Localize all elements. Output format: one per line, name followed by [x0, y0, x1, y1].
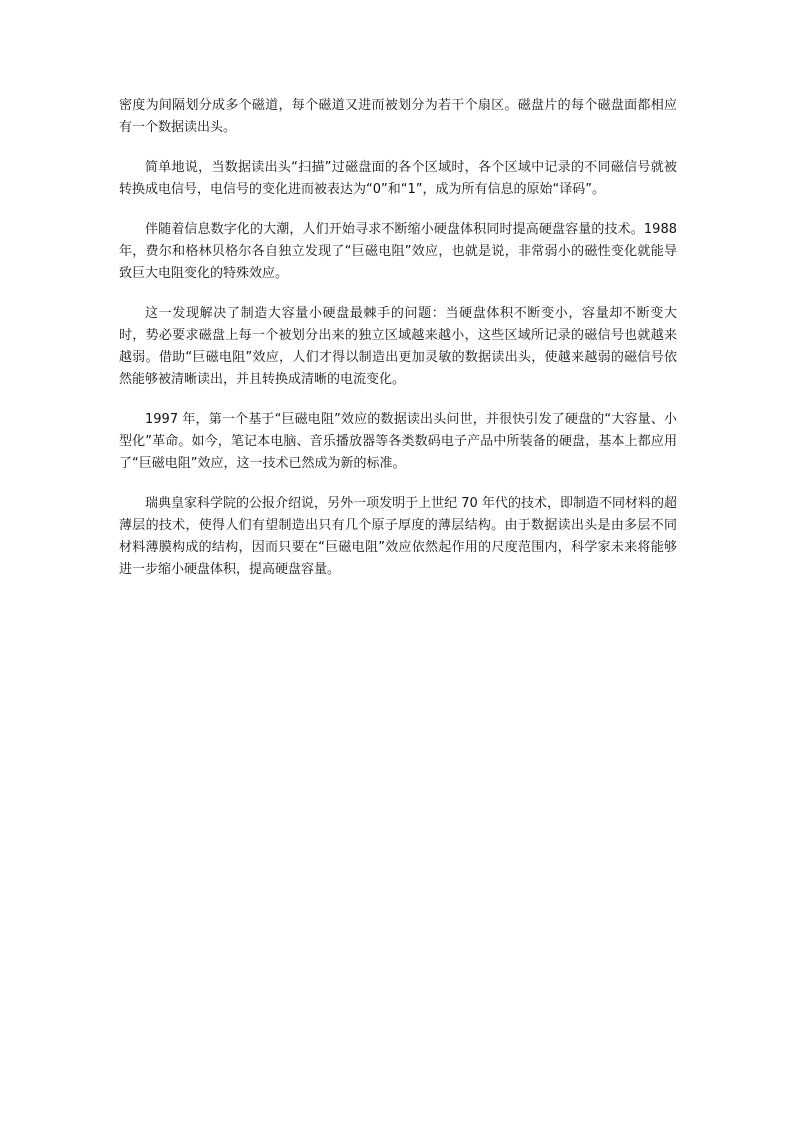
paragraph-5: 1997 年，第一个基于“巨磁电阻”效应的数据读出头问世，并很快引发了硬盘的“大容量、小型化”革命。如今，笔记本电脑、音乐播放器等各类数码电子产品中所装备的硬盘，基本上都应用了“巨磁电阻”效应，这一技术已然成为新的标准。 [119, 412, 677, 471]
paragraph-2: 简单地说，当数据读出头“扫描”过磁盘面的各个区域时，各个区域中记录的不同磁信号就被转换成电信号，电信号的变化进而被表达为“0”和“1”，成为所有信息的原始“译码”。 [119, 160, 677, 197]
paragraph-6: 瑞典皇家科学院的公报介绍说，另外一项发明于上世纪 70 年代的技术，即制造不同材料的超薄层的技术，使得人们有望制造出只有几个原子厚度的薄层结构。由于数据读出头是由多层不同材料薄膜构成的结构，因而只要在“巨磁电阻”效应依然起作用的尺度范围内，科学家未来将能够进一步缩小硬盘体积，提高硬盘容量。 [119, 496, 677, 577]
paragraph-4: 这一发现解决了制造大容量小硬盘最棘手的问题：当硬盘体积不断变小，容量却不断变大时，势必要求磁盘上每一个被划分出来的独立区域越来越小，这些区域所记录的磁信号也就越来越弱。借助“巨磁电阻”效应，人们才得以制造出更加灵敏的数据读出头，使越来越弱的磁信号依然能够被清晰读出，并且转换成清晰的电流变化。 [119, 306, 677, 387]
document-body [119, 95, 677, 599]
paragraph-3: 伴随着信息数字化的大潮，人们开始寻求不断缩小硬盘体积同时提高硬盘容量的技术。1988 年，费尔和格林贝格尔各自独立发现了“巨磁电阻”效应，也就是说，非常弱小的磁性变化就能导致巨大电阻变化的特殊效应。 [119, 222, 677, 281]
paragraph-1: 密度为间隔划分成多个磁道，每个磁道又进而被划分为若干个扇区。磁盘片的每个磁盘面都相应有一个数据读出头。 [119, 98, 677, 135]
